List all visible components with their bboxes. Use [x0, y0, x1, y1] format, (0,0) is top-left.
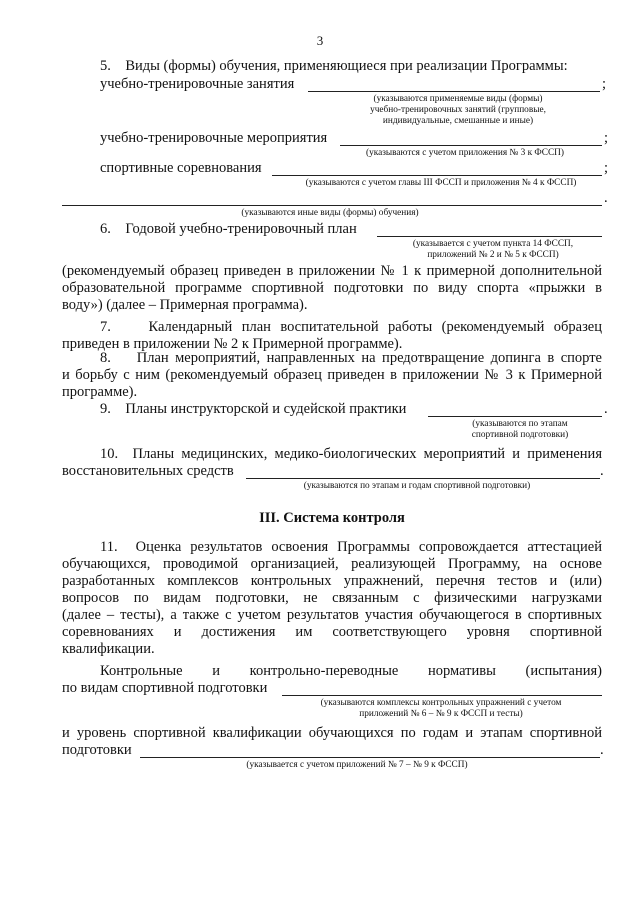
s5-events-blank[interactable] [340, 145, 602, 146]
s5-other-period: . [604, 190, 608, 206]
s5-events-note: (указываются с учетом приложения № 3 к ФССП) [365, 148, 564, 158]
level-period: . [600, 742, 604, 758]
s11-text-5: (далее – тесты), а также с учетом результатов участия обучающегося в спортивных [62, 607, 602, 623]
s5-intro: 5. Виды (формы) обучения, применяющиеся при реализации Программы: [100, 58, 568, 74]
s7-text-2: приведен в приложении № 2 к Примерной программе). [62, 336, 403, 352]
s5-competitions-label: спортивные соревнования [100, 160, 262, 176]
level-text-1: и уровень спортивной квалификации обучающихся по годам и этапам спортивной [62, 725, 602, 741]
s10-text-2: восстановительных средств [62, 463, 234, 479]
s11-text-4: вопросов по видам подготовки, не связанным с физическими нагрузками [62, 590, 602, 606]
s9-note-1: (указываются по этапам [472, 419, 568, 429]
s10-period: . [600, 463, 604, 479]
level-note: (указывается с учетом приложений № 7 – № 9 к ФССП) [246, 760, 468, 770]
s5-training-note-3: индивидуальные, смешанные и иные) [382, 116, 534, 126]
s6-note-2: приложений № 2 и № 5 к ФССП) [427, 250, 559, 260]
s11-text-1: 11. Оценка результатов освоения Программы сопровождается аттестацией [100, 539, 602, 555]
s6-note-1: (указывается с учетом пункта 14 ФССП, [412, 239, 574, 249]
norm-note-2: приложений № 6 – № 9 к ФССП и тесты) [359, 709, 523, 719]
norm-blank[interactable] [282, 695, 602, 696]
s6-text-3: воду») (далее – Примерная программа). [62, 297, 308, 313]
norm-note-1: (указываются комплексы контрольных упражнений с учетом [320, 698, 562, 708]
s11-text-7: квалификации. [62, 641, 155, 657]
s5-competitions-blank[interactable] [272, 175, 602, 176]
s5-training-label: учебно-тренировочные занятия [100, 76, 295, 92]
s9-note-2: спортивной подготовки) [471, 430, 569, 440]
s11-text-2: обучающихся, проводимой организацией, реализующей Программу, на основе [62, 556, 602, 572]
norm-text-1: Контрольные и контрольно-переводные нормативы (испытания) [100, 663, 602, 679]
s5-training-note-2: учебно-тренировочных занятий (групповые, [370, 105, 546, 115]
s8-text-3: программе). [62, 384, 138, 400]
s10-note: (указываются по этапам и годам спортивной подготовки) [303, 481, 531, 491]
s5-other-blank[interactable] [62, 205, 602, 206]
s5-training-semicolon: ; [602, 76, 607, 92]
s5-events-semicolon: ; [604, 130, 609, 146]
s5-events-label: учебно-тренировочные мероприятия [100, 130, 328, 146]
level-text-2: подготовки [62, 742, 132, 758]
s11-text-6: соревнованиях и достижения им соответствующего уровня спортивной [62, 624, 602, 640]
s9-label: 9. Планы инструкторской и судейской практики [100, 401, 407, 417]
s5-training-blank[interactable] [308, 91, 600, 92]
s7-text-1: 7. Календарный план воспитательной работы (рекомендуемый образец [100, 319, 602, 335]
s5-training-note-1: (указываются применяемые виды (формы) [373, 94, 543, 104]
section-heading: III. Система контроля [259, 510, 405, 526]
page-number: 3 [316, 33, 324, 48]
s5-other-note: (указываются иные виды (формы) обучения) [241, 208, 419, 218]
s6-label: 6. Годовой учебно-тренировочный план [100, 221, 357, 237]
s5-competitions-semicolon: ; [604, 160, 609, 176]
s10-text-1: 10. Планы медицинских, медико-биологических мероприятий и применения [100, 446, 602, 462]
s6-text-2: образовательной программе спортивной подготовки по виду спорта «прыжки в [62, 280, 602, 296]
norm-text-2: по видам спортивной подготовки [62, 680, 268, 696]
s10-blank[interactable] [246, 478, 600, 479]
s11-text-3: разработанных комплексов контрольных упражнений, перечня тестов и (или) [62, 573, 602, 589]
s8-text-2: и борьбу с ним (рекомендуемый образец приведен в приложении № 3 к Примерной [62, 367, 602, 383]
s6-blank[interactable] [377, 236, 602, 237]
s6-text-1: (рекомендуемый образец приведен в приложении № 1 к примерной дополнительной [62, 263, 602, 279]
level-blank[interactable] [140, 757, 600, 758]
s5-competitions-note: (указываются с учетом главы III ФССП и приложения № 4 к ФССП) [305, 178, 577, 188]
s8-text-1: 8. План мероприятий, направленных на предотвращение допинга в спорте [100, 350, 602, 366]
s9-blank[interactable] [428, 416, 602, 417]
s9-period: . [604, 401, 608, 417]
